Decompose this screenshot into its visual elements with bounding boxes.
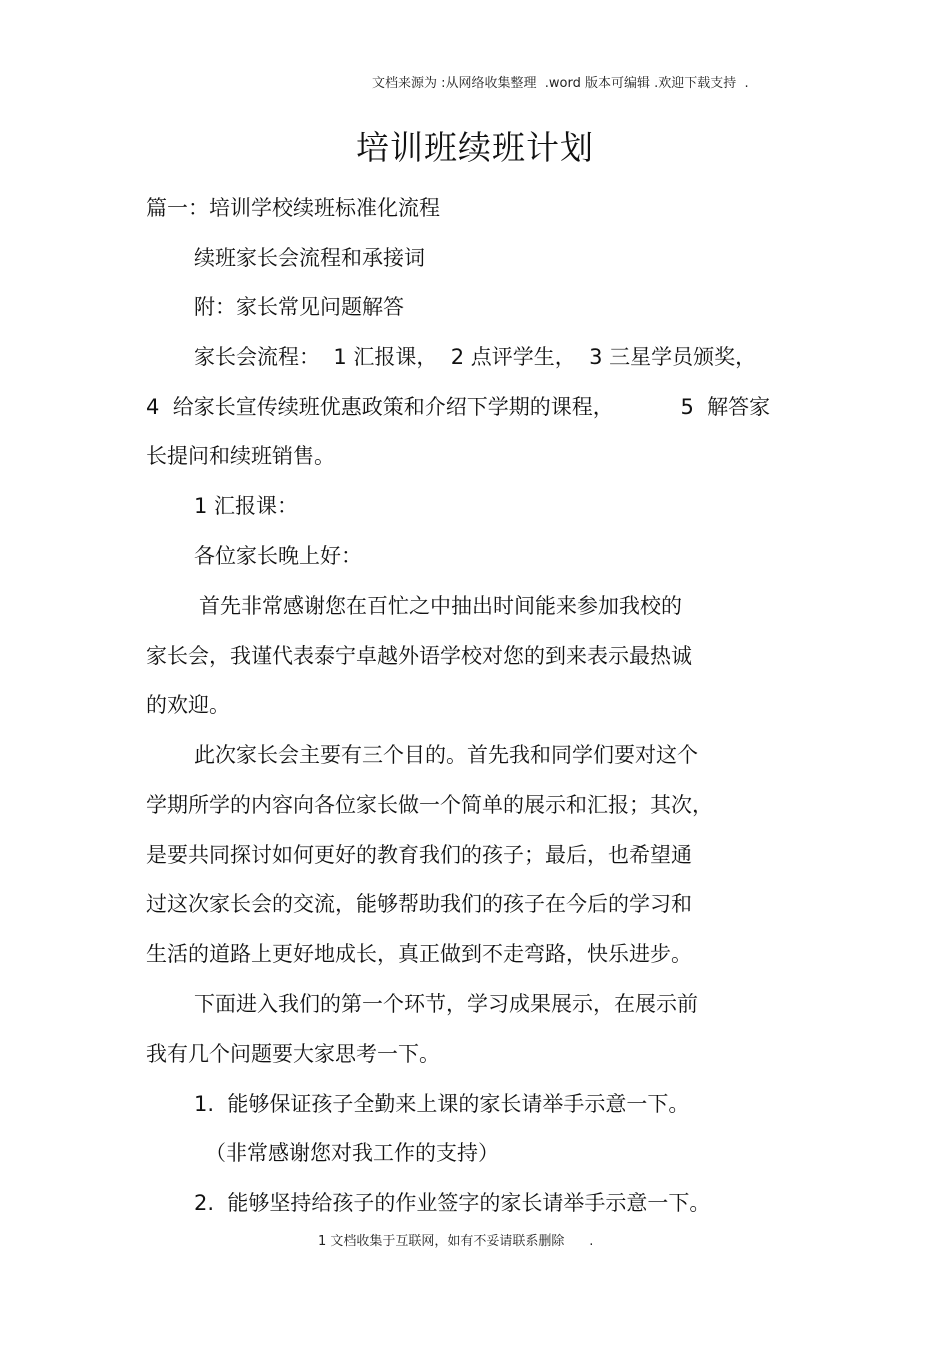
paragraph-line: 下面进入我们的第一个环节，学习成果展示，在展示前 <box>194 992 698 1016</box>
paragraph-line: 我有几个问题要大家思考一下。 <box>146 1042 440 1066</box>
subheading-faq: 附：家长常见问题解答 <box>194 295 404 319</box>
paragraph-line: 4 给家长宣传续班优惠政策和介绍下学期的课程， 5 解答家 <box>146 395 771 419</box>
paragraph-line: 生活的道路上更好地成长，真正做到不走弯路，快乐进步。 <box>146 942 692 966</box>
paragraph-line: 是要共同探讨如何更好的教育我们的孩子；最后，也希望通 <box>146 843 692 867</box>
paragraph-line: 此次家长会主要有三个目的。首先我和同学们要对这个 <box>194 743 698 767</box>
paragraph-line: 过这次家长会的交流，能够帮助我们的孩子在今后的学习和 <box>146 892 692 916</box>
list-item: 1. 能够保证孩子全勤来上课的家长请举手示意一下。 <box>194 1092 690 1116</box>
list-item-note: （非常感谢您对我工作的支持） <box>205 1141 499 1165</box>
header-note: 文档来源为 :从网络收集整理 .word 版本可编辑 .欢迎下载支持 . <box>372 76 749 91</box>
document-title: 培训班续班计划 <box>356 128 594 167</box>
subheading-report-class: 1 汇报课： <box>194 494 299 518</box>
footer-note: 1 文档收集于互联网，如有不妥请联系删除 . <box>318 1234 594 1249</box>
paragraph-line: 家长会，我谨代表泰宁卓越外语学校对您的到来表示最热诚 <box>146 644 692 668</box>
list-item: 2. 能够坚持给孩子的作业签字的家长请举手示意一下。 <box>194 1191 711 1215</box>
greeting-line: 各位家长晚上好： <box>194 544 362 568</box>
paragraph-line: 学期所学的内容向各位家长做一个简单的展示和汇报；其次， <box>146 793 713 817</box>
paragraph-line: 的欢迎。 <box>146 693 230 717</box>
paragraph-line: 首先非常感谢您在百忙之中抽出时间能来参加我校的 <box>199 594 682 618</box>
subheading-process: 续班家长会流程和承接词 <box>194 246 425 270</box>
section-heading: 篇一：培训学校续班标准化流程 <box>146 196 440 220</box>
paragraph-line: 长提问和续班销售。 <box>146 444 335 468</box>
paragraph-line: 家长会流程： 1 汇报课， 2 点评学生， 3 三星学员颁奖， <box>194 345 757 369</box>
